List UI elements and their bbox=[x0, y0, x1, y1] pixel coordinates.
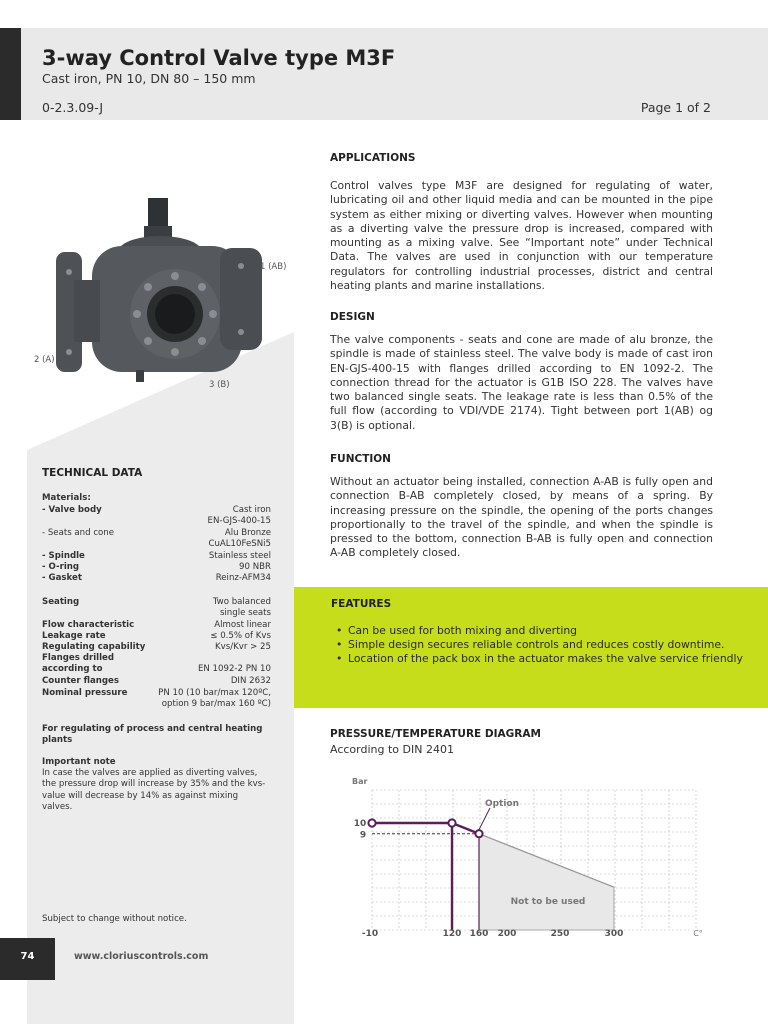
technical-data-heading: TECHNICAL DATA bbox=[42, 467, 143, 479]
y-tick-label: 9 bbox=[359, 830, 367, 841]
important-note-text: In case the valves are applied as diverting valves, the pressure drop will increase by 35% and the kvs-value will decrease by 14% as against mixing valves. bbox=[42, 768, 266, 813]
not-used-region bbox=[479, 834, 614, 930]
feature-item: • Simple design secures reliable controls and reduces costly downtime. bbox=[336, 638, 756, 652]
applications-heading: APPLICATIONS bbox=[330, 152, 416, 164]
bolt-hole bbox=[198, 337, 206, 345]
design-heading: DESIGN bbox=[330, 311, 375, 323]
tech-value: Almost linear bbox=[214, 620, 271, 630]
function-text: Without an actuator being installed, connection A-AB is fully open and connection B-AB completely closed, by means of a spring. By increasing pressure on the spindle, the opening of the ports changes proportionally to the travel of the spindle, and when the spindle is pressed to the bottom, connection B-AB is fully open and connection A-AB completely closed. bbox=[330, 475, 713, 560]
features-list bbox=[336, 624, 756, 667]
port-b-bore bbox=[155, 294, 195, 334]
tech-value: Alu Bronze CuAL10FeSNi5 bbox=[208, 528, 271, 550]
x-tick-label: 250 bbox=[550, 929, 570, 939]
bolt-hole bbox=[144, 337, 152, 345]
bolt-hole bbox=[66, 349, 72, 355]
y-tick-label: 10 bbox=[353, 819, 367, 829]
chart-not-used-area bbox=[479, 834, 614, 930]
features-heading: FEATURES bbox=[331, 598, 392, 610]
tech-value: Cast iron EN-GJS-400-15 bbox=[207, 505, 271, 527]
diagram-heading: PRESSURE/TEMPERATURE DIAGRAM bbox=[330, 728, 541, 740]
diagram-subheading: According to DIN 2401 bbox=[330, 743, 454, 756]
tech-key: Nominal pressure bbox=[42, 688, 128, 698]
tech-key: - O-ring bbox=[42, 562, 80, 572]
bolt-hole bbox=[66, 269, 72, 275]
option-leader-line bbox=[479, 808, 490, 830]
pressure-temperature-chart bbox=[330, 770, 710, 945]
feature-item: • Can be used for both mixing and diverting bbox=[336, 624, 756, 638]
port-label-b: 3 (B) bbox=[209, 380, 230, 390]
design-text: The valve components - seats and cone are made of alu bronze, the spindle is made of stainless steel. The valve body is made of cast iron EN-GJS-400-15 with flanges drilled according to EN 1092-2. The connection thread for the actuator is G1B ISO 228. The valves have two balanced single seats. The leakage rate is less than 0.5% of the full flow (according to VDI/VDE 2174). Tight between port 1(AB) og 3(B) is optional. bbox=[330, 333, 713, 432]
important-note-heading: Important note bbox=[42, 757, 116, 767]
bolt-hole bbox=[171, 348, 179, 356]
bolt-hole bbox=[198, 283, 206, 291]
tech-key: according to bbox=[42, 664, 103, 674]
port-label-a: 2 (A) bbox=[34, 355, 55, 365]
tech-key: - Spindle bbox=[42, 551, 85, 561]
tech-key: - Valve body bbox=[42, 505, 102, 515]
bolt-hole bbox=[171, 272, 179, 280]
neck-a bbox=[74, 280, 100, 342]
option-label: Option bbox=[484, 799, 520, 809]
bolt-hole bbox=[238, 263, 244, 269]
feature-item: • Location of the pack box in the actuator makes the valve service friendly bbox=[336, 652, 756, 666]
header-tab bbox=[0, 28, 21, 120]
data-point-marker bbox=[475, 830, 482, 837]
y-axis-unit: Bar bbox=[352, 777, 368, 786]
regulating-note: For regulating of process and central heating plants bbox=[42, 724, 263, 746]
tech-value: Two balanced single seats bbox=[212, 597, 271, 619]
applications-text: Control valves type M3F are designed for regulating of water, lubricating oil and other liquid media and can be mounted in the pipe system as either mixing or diverting valves. However when mounting as a diverting valve the pressure drop is increased, compared with mounting as a mixing valve. See “Important note” under Technical Data. The valves are used in conjunction with our temperature regulators for controlling industrial processes, district and central heating plants and marine installations. bbox=[330, 179, 713, 293]
x-tick-label: 160 bbox=[469, 929, 489, 939]
tech-key: Seating bbox=[42, 597, 80, 607]
x-axis-unit: C° bbox=[693, 929, 703, 938]
tech-value: ≤ 0.5% of Kvs bbox=[210, 631, 271, 641]
function-heading: FUNCTION bbox=[330, 453, 391, 465]
tech-key: Counter flanges bbox=[42, 676, 119, 686]
website-link[interactable]: www.cloriuscontrols.com bbox=[74, 951, 209, 962]
tech-key: - Gasket bbox=[42, 573, 82, 583]
x-tick-label: 300 bbox=[604, 929, 624, 939]
tech-key: Flow characteristic bbox=[42, 620, 135, 630]
tech-value: 90 NBR bbox=[239, 562, 271, 572]
valve-image bbox=[40, 190, 280, 395]
tech-value: DIN 2632 bbox=[230, 676, 271, 686]
tech-value: PN 10 (10 bar/max 120ºC, option 9 bar/max 160 ºC) bbox=[158, 688, 271, 710]
x-tick-label: -10 bbox=[361, 929, 379, 939]
valve-foot bbox=[136, 370, 144, 382]
not-used-label: Not to be used bbox=[510, 897, 586, 907]
tech-value: Kvs/Kvr > 25 bbox=[215, 642, 271, 652]
tech-key: Regulating capability bbox=[42, 642, 146, 652]
x-tick-label: 120 bbox=[442, 929, 462, 939]
page-number: 74 bbox=[20, 951, 35, 962]
page-subtitle: Cast iron, PN 10, DN 80 – 150 mm bbox=[42, 71, 256, 86]
x-tick-label: 200 bbox=[497, 929, 517, 939]
bolt-hole bbox=[144, 283, 152, 291]
tech-value: Reinz-AFM34 bbox=[215, 573, 271, 583]
tech-key: Leakage rate bbox=[42, 631, 106, 641]
materials-label-text: Materials: bbox=[42, 493, 91, 503]
tech-value: EN 1092-2 PN 10 bbox=[197, 664, 271, 674]
port-label-ab: 1 (AB) bbox=[260, 262, 287, 272]
data-point-marker bbox=[368, 819, 375, 826]
bolt-hole bbox=[209, 310, 217, 318]
bolt-hole bbox=[238, 329, 244, 335]
tech-key: Flanges drilled bbox=[42, 653, 115, 663]
data-point-marker bbox=[448, 819, 455, 826]
page-indicator: Page 1 of 2 bbox=[640, 100, 711, 115]
document-number: 0-2.3.09-J bbox=[42, 100, 104, 115]
tech-key: - Seats and cone bbox=[42, 528, 115, 538]
subject-to-change: Subject to change without notice. bbox=[42, 914, 187, 924]
page-title: 3-way Control Valve type M3F bbox=[42, 46, 396, 70]
tech-value: Stainless steel bbox=[208, 551, 271, 561]
bolt-hole bbox=[133, 310, 141, 318]
